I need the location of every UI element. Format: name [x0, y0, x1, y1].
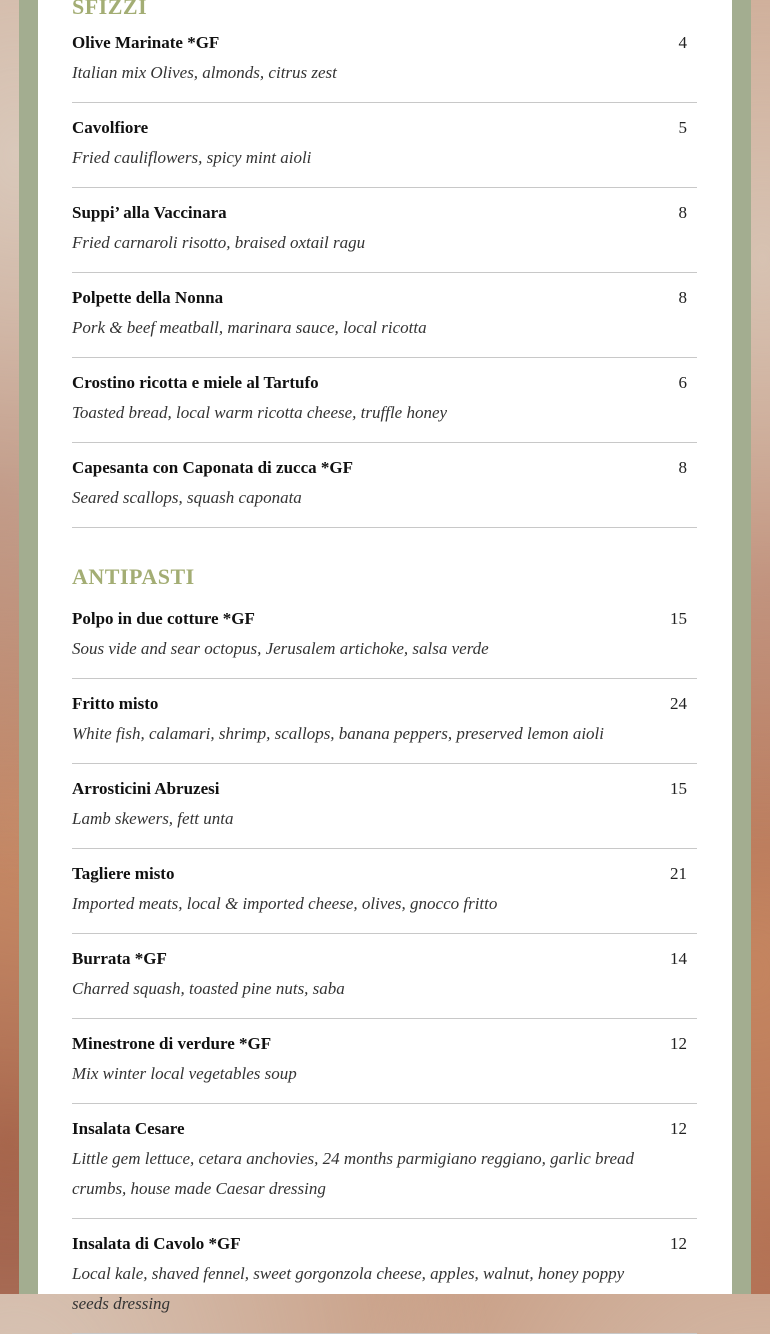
- item-price: 15: [670, 779, 687, 798]
- item-name: Insalata Cesare: [72, 1119, 185, 1138]
- item-name: Crostino ricotta e miele al Tartufo: [72, 373, 319, 392]
- menu-item: [72, 188, 697, 273]
- menu-item: [72, 273, 697, 358]
- menu-item: [72, 594, 697, 679]
- menu-item: [72, 1019, 697, 1104]
- item-name: Polpette della Nonna: [72, 288, 224, 307]
- item-price: 15: [670, 609, 687, 628]
- item-description: Seared scallops, squash caponata: [72, 488, 302, 507]
- menu-item: [72, 103, 697, 188]
- item-price: 8: [678, 203, 687, 222]
- item-description: Fried carnaroli risotto, braised oxtail ragu: [72, 233, 366, 252]
- item-name: Tagliere misto: [72, 864, 175, 883]
- menu-item: [72, 679, 697, 764]
- menu-item: [72, 18, 697, 103]
- item-description: Imported meats, local & imported cheese, olives, gnocco fritto: [72, 894, 498, 913]
- menu-item: [72, 764, 697, 849]
- item-name: Insalata di Cavolo *GF: [72, 1234, 241, 1253]
- menu-sheet: [38, 0, 732, 1313]
- item-price: 12: [670, 1234, 687, 1253]
- antipasti-list: [72, 594, 697, 1334]
- item-name: Polpo in due cotture *GF: [72, 609, 255, 628]
- sfizzi-list: [72, 18, 697, 528]
- item-description: Fried cauliflowers, spicy mint aioli: [72, 148, 312, 167]
- item-description: Local kale, shaved fennel, sweet gorgonzola cheese, apples, walnut, honey poppy seeds dressing: [72, 1264, 625, 1313]
- item-price: 4: [678, 33, 687, 52]
- section-title-antipasti: ANTIPASTI: [72, 564, 195, 589]
- item-description: Mix winter local vegetables soup: [72, 1064, 297, 1083]
- item-price: 6: [678, 373, 687, 392]
- menu-item: [72, 934, 697, 1019]
- item-description: Italian mix Olives, almonds, citrus zest: [72, 63, 337, 82]
- item-description: White fish, calamari, shrimp, scallops, banana peppers, preserved lemon aioli: [72, 724, 604, 743]
- item-description: Sous vide and sear octopus, Jerusalem artichoke, salsa verde: [72, 639, 489, 658]
- item-name: Minestrone di verdure *GF: [72, 1034, 272, 1053]
- item-price: 14: [670, 949, 687, 968]
- menu-item: [72, 849, 697, 934]
- item-description: Lamb skewers, fett unta: [72, 809, 234, 828]
- item-price: 12: [670, 1034, 687, 1053]
- item-name: Olive Marinate *GF: [72, 33, 220, 52]
- item-price: 21: [670, 864, 687, 883]
- item-price: 8: [678, 458, 687, 477]
- item-name: Fritto misto: [72, 694, 159, 713]
- item-description: Toasted bread, local warm ricotta cheese, truffle honey: [72, 403, 448, 422]
- item-name: Arrosticini Abruzesi: [72, 779, 220, 798]
- item-price: 24: [670, 694, 687, 713]
- section-title-sfizzi: SFIZZI: [72, 0, 148, 19]
- menu-item: [72, 443, 697, 528]
- item-name: Cavolfiore: [72, 118, 149, 137]
- menu-item: [72, 1104, 697, 1219]
- item-description: Little gem lettuce, cetara anchovies, 24 months parmigiano reggiano, garlic bread crumbs, house made Caesar dressing: [72, 1149, 635, 1198]
- item-description: Charred squash, toasted pine nuts, saba: [72, 979, 345, 998]
- item-name: Suppi’ alla Vaccinara: [72, 203, 227, 222]
- item-description: Pork & beef meatball, marinara sauce, local ricotta: [72, 318, 427, 337]
- item-price: 5: [678, 118, 687, 137]
- menu-item: [72, 358, 697, 443]
- item-name: Capesanta con Caponata di zucca *GF: [72, 458, 353, 477]
- item-name: Burrata *GF: [72, 949, 167, 968]
- item-price: 8: [678, 288, 687, 307]
- item-price: 12: [670, 1119, 687, 1138]
- menu-item: [72, 1219, 697, 1334]
